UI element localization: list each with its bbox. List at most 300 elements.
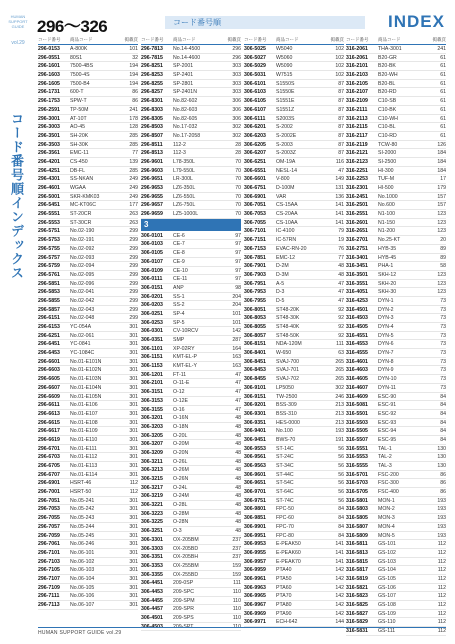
- page-cell: 70: [235, 158, 241, 165]
- product-cell: ESC-95: [378, 436, 397, 443]
- table-row: [244, 488, 344, 497]
- product-cell: FPC-50: [276, 506, 294, 513]
- page-cell: 204: [232, 302, 241, 309]
- product-cell: PTA50: [276, 575, 292, 582]
- table-row: [38, 358, 138, 367]
- product-cell: No.06-106: [70, 593, 95, 600]
- page-cell: 263: [129, 219, 138, 226]
- code-cell: 296-6151: [38, 315, 60, 322]
- page-cell: 299: [129, 245, 138, 252]
- product-cell: MC-KT06C: [70, 202, 96, 209]
- table-row: [141, 562, 241, 571]
- code-cell: 306-3201: [141, 415, 163, 422]
- code-cell: 296-7813: [141, 46, 163, 52]
- product-cell: No.01-E106: [70, 402, 98, 409]
- table-row: [244, 45, 344, 54]
- table-row: [141, 597, 241, 606]
- table-row: [38, 54, 138, 63]
- code-cell: 306-8453: [244, 367, 266, 374]
- code-cell: 316-4601: [346, 358, 368, 365]
- code-cell: 306-3203: [141, 423, 163, 430]
- brand-label: HUMAN SUPPORT GUIDE: [8, 14, 28, 29]
- code-cell: 306-0101: [141, 232, 163, 239]
- page-cell: 301: [129, 575, 138, 582]
- product-cell: No.17-032: [173, 124, 198, 131]
- product-cell: GS-106: [378, 584, 396, 591]
- code-cell: 306-6203: [244, 132, 266, 139]
- table-row: [244, 88, 344, 97]
- page-cell: 48: [235, 441, 241, 448]
- page-cell: 296: [232, 54, 241, 61]
- code-cell: 296-7055: [38, 515, 60, 522]
- header-page: 掲載頁: [124, 38, 138, 43]
- page-cell: 112: [437, 541, 446, 548]
- table-row: [38, 210, 138, 219]
- page-cell: 111: [336, 341, 344, 348]
- product-cell: E-PEAK50: [276, 541, 301, 548]
- product-cell: E-PEAK70: [276, 558, 301, 565]
- page-cell: 159: [232, 562, 241, 569]
- product-cell: TAL-1: [378, 445, 392, 452]
- code-cell: 306-7955: [244, 297, 266, 304]
- code-cell: 296-6251: [38, 332, 60, 339]
- product-cell: MON-3: [378, 515, 395, 522]
- table-row: [244, 340, 344, 349]
- product-cell: ST48-20K: [276, 306, 300, 313]
- header-code: コード番号: [38, 38, 61, 43]
- product-cell: No.02-191: [70, 237, 95, 244]
- table-row: [141, 62, 241, 71]
- page-cell: 87: [338, 141, 344, 148]
- table-row: [38, 141, 138, 150]
- vertical-section-title: コード番号順インデックス: [8, 112, 23, 280]
- product-cell: C10-SB: [378, 98, 397, 105]
- table-row: [244, 384, 344, 393]
- table-row: [38, 497, 138, 506]
- product-cell: MON-1: [378, 497, 395, 504]
- code-cell: 296-9603: [141, 167, 163, 174]
- table-row: [244, 175, 344, 184]
- product-cell: FPC-60: [276, 515, 294, 522]
- product-cell: ST-44C: [276, 471, 294, 478]
- table-row: [38, 201, 138, 210]
- code-cell: 306-6201: [244, 124, 266, 131]
- product-cell: B20-BK: [378, 63, 396, 70]
- volume-label: vol.29: [11, 40, 25, 46]
- code-cell: 296-6601: [38, 358, 60, 365]
- page-cell: 48: [235, 528, 241, 535]
- product-cell: O-20L: [173, 432, 188, 439]
- product-cell: DYN-11: [378, 384, 397, 391]
- code-cell: 316-4551: [346, 332, 368, 339]
- product-cell: EMC-12: [276, 254, 296, 261]
- product-cell: FSC-300: [378, 480, 399, 487]
- product-cell: ST48-40K: [276, 324, 300, 330]
- table-row: [141, 249, 241, 258]
- product-cell: OX-205BM: [173, 536, 199, 543]
- product-cell: No.01-E102N: [70, 367, 102, 374]
- code-cell: 306-3209: [141, 449, 163, 456]
- footer-divider: [38, 627, 446, 628]
- code-cell: 296-7815: [141, 54, 163, 61]
- code-cell: 306-0201: [141, 293, 163, 300]
- product-cell: D-3M: [276, 271, 289, 278]
- code-cell: 316-2301: [346, 185, 368, 191]
- page-cell: 110: [232, 597, 241, 604]
- page-cell: 303: [232, 72, 241, 79]
- code-cell: 306-9561: [244, 454, 266, 461]
- table-row: [141, 605, 241, 614]
- product-cell: TAL-2: [378, 454, 392, 461]
- table-row: [346, 393, 446, 402]
- table-row: [244, 97, 344, 106]
- table-header: [346, 36, 446, 45]
- table-row: [141, 106, 241, 115]
- table-row: [346, 575, 446, 584]
- page-cell: 112: [437, 567, 446, 574]
- table-row: [346, 262, 446, 271]
- code-cell: 296-1605: [38, 80, 60, 87]
- code-cell: 316-2501: [346, 202, 368, 209]
- table-row: [244, 558, 344, 567]
- code-cell: 306-9301: [244, 410, 266, 417]
- product-cell: GS-102: [378, 549, 396, 556]
- product-cell: B20-WH: [378, 72, 398, 79]
- code-cell: 306-9955: [244, 549, 266, 556]
- page-cell: 86: [440, 489, 446, 496]
- code-cell: 306-3205: [141, 432, 163, 439]
- page-cell: 77: [338, 254, 344, 261]
- table-row: [346, 427, 446, 436]
- product-cell: DYN-8: [378, 358, 394, 365]
- code-cell: 306-4501: [141, 615, 163, 621]
- table-row: [141, 301, 241, 310]
- product-cell: No.05-241: [70, 497, 95, 504]
- table-row: [346, 323, 446, 332]
- product-cell: DYN-1: [378, 297, 394, 304]
- table-row: [244, 566, 344, 575]
- code-cell: 296-8507: [141, 132, 163, 139]
- table-row: [38, 592, 138, 601]
- code-cell: 296-8511: [141, 141, 163, 148]
- page-cell: 131: [335, 185, 344, 191]
- product-cell: O-16: [173, 406, 185, 413]
- page-cell: 301: [129, 593, 138, 600]
- product-cell: LZ6-750L: [173, 202, 196, 209]
- table-row: [346, 401, 446, 410]
- product-cell: FSC-200: [378, 471, 399, 478]
- product-cell: YC-1084C: [70, 350, 95, 357]
- page-cell: 237: [232, 545, 241, 552]
- code-cell: 296-7101: [38, 549, 60, 556]
- page-cell: 110: [232, 615, 241, 621]
- product-cell: FPC-80: [276, 532, 294, 539]
- code-cell: 296-5755: [38, 245, 60, 252]
- page-cell: 70: [235, 193, 241, 200]
- table-row: [244, 445, 344, 454]
- table-row: [38, 410, 138, 419]
- page-cell: 48: [235, 432, 241, 439]
- page-cell: 102: [335, 63, 344, 70]
- code-cell: 296-6605: [38, 376, 60, 383]
- product-cell: S1550S: [276, 80, 295, 87]
- index-column-1: [38, 36, 138, 610]
- code-cell: 316-5081: [346, 402, 368, 409]
- product-cell: O-18N: [173, 423, 189, 430]
- table-row: [346, 514, 446, 523]
- page-cell: 163: [232, 363, 241, 370]
- page-cell: 92: [338, 332, 344, 339]
- code-cell: 296-9655: [141, 193, 163, 200]
- product-cell: GS-109: [378, 610, 396, 617]
- code-cell: 306-6111: [244, 115, 266, 122]
- product-cell: GS-105: [378, 575, 396, 582]
- page-cell: 48: [338, 263, 344, 270]
- table-row: [346, 80, 446, 89]
- page-cell: 84: [338, 532, 344, 539]
- code-cell: 306-3353: [141, 562, 163, 569]
- product-cell: PHA-1: [378, 263, 394, 270]
- table-row: [244, 601, 344, 610]
- table-row: [38, 227, 138, 236]
- index-column-2: [141, 36, 241, 631]
- code-cell: 306-8057: [244, 332, 266, 339]
- code-cell: 316-4609: [346, 393, 368, 400]
- product-cell: SKR-KMK03: [70, 193, 100, 200]
- code-cell: 296-1603: [38, 72, 60, 79]
- table-row: [244, 106, 344, 115]
- code-cell: 296-7061: [38, 541, 60, 548]
- product-cell: SVAJ-701: [276, 367, 299, 374]
- page-cell: 112: [437, 628, 446, 635]
- code-cell: 296-9651: [141, 176, 163, 183]
- product-cell: No.01-E103N: [70, 376, 102, 383]
- side-guide-strip: [0, 0, 36, 644]
- table-row: [346, 71, 446, 80]
- code-cell: 306-3215: [141, 476, 163, 482]
- page-cell: 249: [129, 193, 138, 200]
- table-row: [346, 184, 446, 193]
- product-cell: NDA-120M: [276, 341, 302, 348]
- page-cell: 47: [235, 406, 241, 413]
- code-cell: 306-7051: [244, 202, 266, 209]
- table-row: [244, 410, 344, 419]
- page-cell: 61: [440, 54, 446, 61]
- code-cell: 306-0103: [141, 241, 163, 248]
- code-cell: 296-0551: [38, 54, 60, 61]
- page-cell: 86: [440, 471, 446, 478]
- page-cell: 301: [129, 541, 138, 548]
- product-cell: No.82-603: [173, 106, 198, 113]
- product-cell: No.82-602: [173, 98, 198, 105]
- product-cell: No.01-E113: [70, 463, 98, 469]
- table-row: [244, 210, 344, 219]
- product-cell: ECH-642: [276, 619, 298, 626]
- table-row: [244, 462, 344, 471]
- code-cell: 296-3003: [38, 124, 60, 131]
- product-cell: SKH-30: [378, 289, 397, 296]
- table-row: [244, 419, 344, 428]
- table-row: [346, 497, 446, 506]
- page-cell: 48: [235, 493, 241, 500]
- table-row: [346, 271, 446, 280]
- table-row: [38, 158, 138, 167]
- code-cell: 296-7113: [38, 602, 60, 608]
- product-cell: LP5050: [276, 384, 294, 391]
- code-cell: 316-5553: [346, 454, 368, 461]
- page-cell: 61: [440, 132, 446, 139]
- table-row: [38, 436, 138, 445]
- product-cell: TP-50M: [70, 106, 89, 113]
- page-cell: 303: [232, 63, 241, 70]
- code-cell: 306-1101: [141, 345, 163, 352]
- table-row: [141, 353, 241, 362]
- page-cell: 97: [235, 267, 241, 274]
- page-cell: 101: [129, 46, 138, 52]
- code-cell: 306-3211: [141, 458, 163, 465]
- code-cell: 296-9601: [141, 158, 163, 165]
- page-cell: 76: [338, 245, 344, 252]
- table-row: [141, 492, 241, 501]
- code-cell: 296-6707: [38, 471, 60, 478]
- product-cell: O-24M: [173, 493, 189, 500]
- table-row: [38, 184, 138, 193]
- product-cell: V-800: [276, 176, 290, 183]
- product-cell: SP-4: [173, 310, 185, 317]
- code-cell: 316-2113: [346, 115, 368, 122]
- page-cell: 139: [129, 158, 138, 165]
- page-cell: 301: [129, 332, 138, 339]
- table-row: [346, 297, 446, 306]
- page-cell: 301: [129, 358, 138, 365]
- table-row: [346, 445, 446, 454]
- code-cell: 306-9651: [244, 480, 266, 487]
- product-cell: C10-BL: [378, 124, 396, 131]
- code-cell: 296-4601: [38, 185, 60, 191]
- product-cell: HES-0000: [276, 419, 300, 426]
- product-cell: O-28L: [173, 502, 188, 509]
- code-cell: 306-9969: [244, 610, 266, 617]
- header-name: 商品コード: [378, 38, 401, 43]
- table-row: [346, 115, 446, 124]
- page-cell: 301: [129, 523, 138, 530]
- page-cell: 301: [129, 428, 138, 435]
- table-row: [38, 540, 138, 549]
- product-cell: SVAJ-700: [276, 358, 299, 365]
- code-cell: 316-4607: [346, 384, 368, 391]
- code-cell: 296-3561: [38, 150, 60, 157]
- table-row: [244, 349, 344, 358]
- code-cell: 306-4455: [141, 597, 163, 604]
- product-cell: No.05-245: [70, 532, 95, 539]
- table-row: [346, 358, 446, 367]
- product-cell: ST-24C: [276, 454, 294, 461]
- code-cell: 296-5001: [38, 193, 60, 200]
- table-row: [244, 592, 344, 601]
- product-cell: SH-30K: [70, 141, 89, 148]
- table-row: [38, 332, 138, 341]
- code-cell: 296-1753: [38, 98, 60, 105]
- page-cell: 110: [232, 588, 241, 595]
- table-row: [141, 149, 241, 158]
- code-cell: 296-5759: [38, 263, 60, 270]
- table-row: [346, 523, 446, 532]
- product-cell: N1-100: [378, 211, 396, 218]
- product-cell: No.600: [378, 202, 395, 209]
- code-cell: 316-5551: [346, 445, 368, 452]
- page-cell: 194: [129, 80, 138, 87]
- table-row: [141, 388, 241, 397]
- page-cell: 48: [235, 510, 241, 517]
- page-cell: 84: [338, 506, 344, 513]
- page-cell: 87: [338, 89, 344, 96]
- code-cell: 316-4253: [346, 297, 368, 304]
- table-row: [38, 419, 138, 428]
- code-cell: 316-3451: [346, 263, 368, 270]
- page-cell: 86: [132, 89, 138, 96]
- page-cell: 136: [335, 193, 344, 200]
- page-cell: 61: [440, 124, 446, 131]
- page-cell: 191: [335, 436, 344, 443]
- code-cell: 306-9957: [244, 558, 266, 565]
- product-cell: KMT-EL-Y: [173, 363, 197, 370]
- table-row: [141, 167, 241, 176]
- code-cell: 306-4451: [141, 580, 163, 587]
- product-cell: W5090: [276, 63, 293, 70]
- product-cell: LZ6-550L: [173, 193, 196, 200]
- page-cell: 299: [129, 306, 138, 313]
- table-row: [346, 532, 446, 541]
- code-cell: 296-6453: [38, 350, 60, 357]
- table-row: [244, 514, 344, 523]
- table-row: [38, 245, 138, 254]
- product-cell: KMT-EL-P: [173, 354, 197, 361]
- code-cell: 306-6107: [244, 106, 266, 113]
- table-row: [346, 540, 446, 549]
- product-cell: DYN-9: [378, 367, 394, 374]
- code-cell: 306-7151: [244, 237, 266, 244]
- page-cell: 301: [129, 410, 138, 417]
- code-cell: 316-2101: [346, 63, 368, 70]
- code-cell: 306-3155: [141, 406, 163, 413]
- table-row: [244, 358, 344, 367]
- code-cell: 306-8455: [244, 376, 266, 383]
- code-cell: 296-6703: [38, 454, 60, 461]
- code-cell: 296-6451: [38, 341, 60, 348]
- code-cell: 306-3301: [141, 536, 163, 543]
- page-cell: 97: [235, 258, 241, 265]
- code-cell: 296-9653: [141, 185, 163, 191]
- page-cell: 126: [437, 141, 446, 148]
- page-cell: 213: [335, 410, 344, 417]
- code-cell: 296-6619: [38, 436, 60, 443]
- page-cell: 301: [129, 454, 138, 461]
- page-cell: 123: [437, 211, 446, 218]
- product-cell: SP-5: [173, 319, 185, 326]
- page-footer: HUMAN SUPPORT GUIDE vol.29: [38, 630, 122, 636]
- page-cell: 213: [335, 419, 344, 426]
- table-row: [38, 236, 138, 245]
- code-cell: 316-5831: [346, 628, 368, 635]
- product-cell: D-2M: [276, 263, 289, 270]
- product-cell: ST-34C: [276, 463, 294, 469]
- table-row: [346, 471, 446, 480]
- page-cell: 157: [437, 193, 446, 200]
- code-cell: 306-9563: [244, 463, 266, 469]
- product-cell: TAL-3: [378, 463, 392, 469]
- code-cell: 316-5801: [346, 497, 368, 504]
- product-cell: DYN-4: [378, 324, 394, 330]
